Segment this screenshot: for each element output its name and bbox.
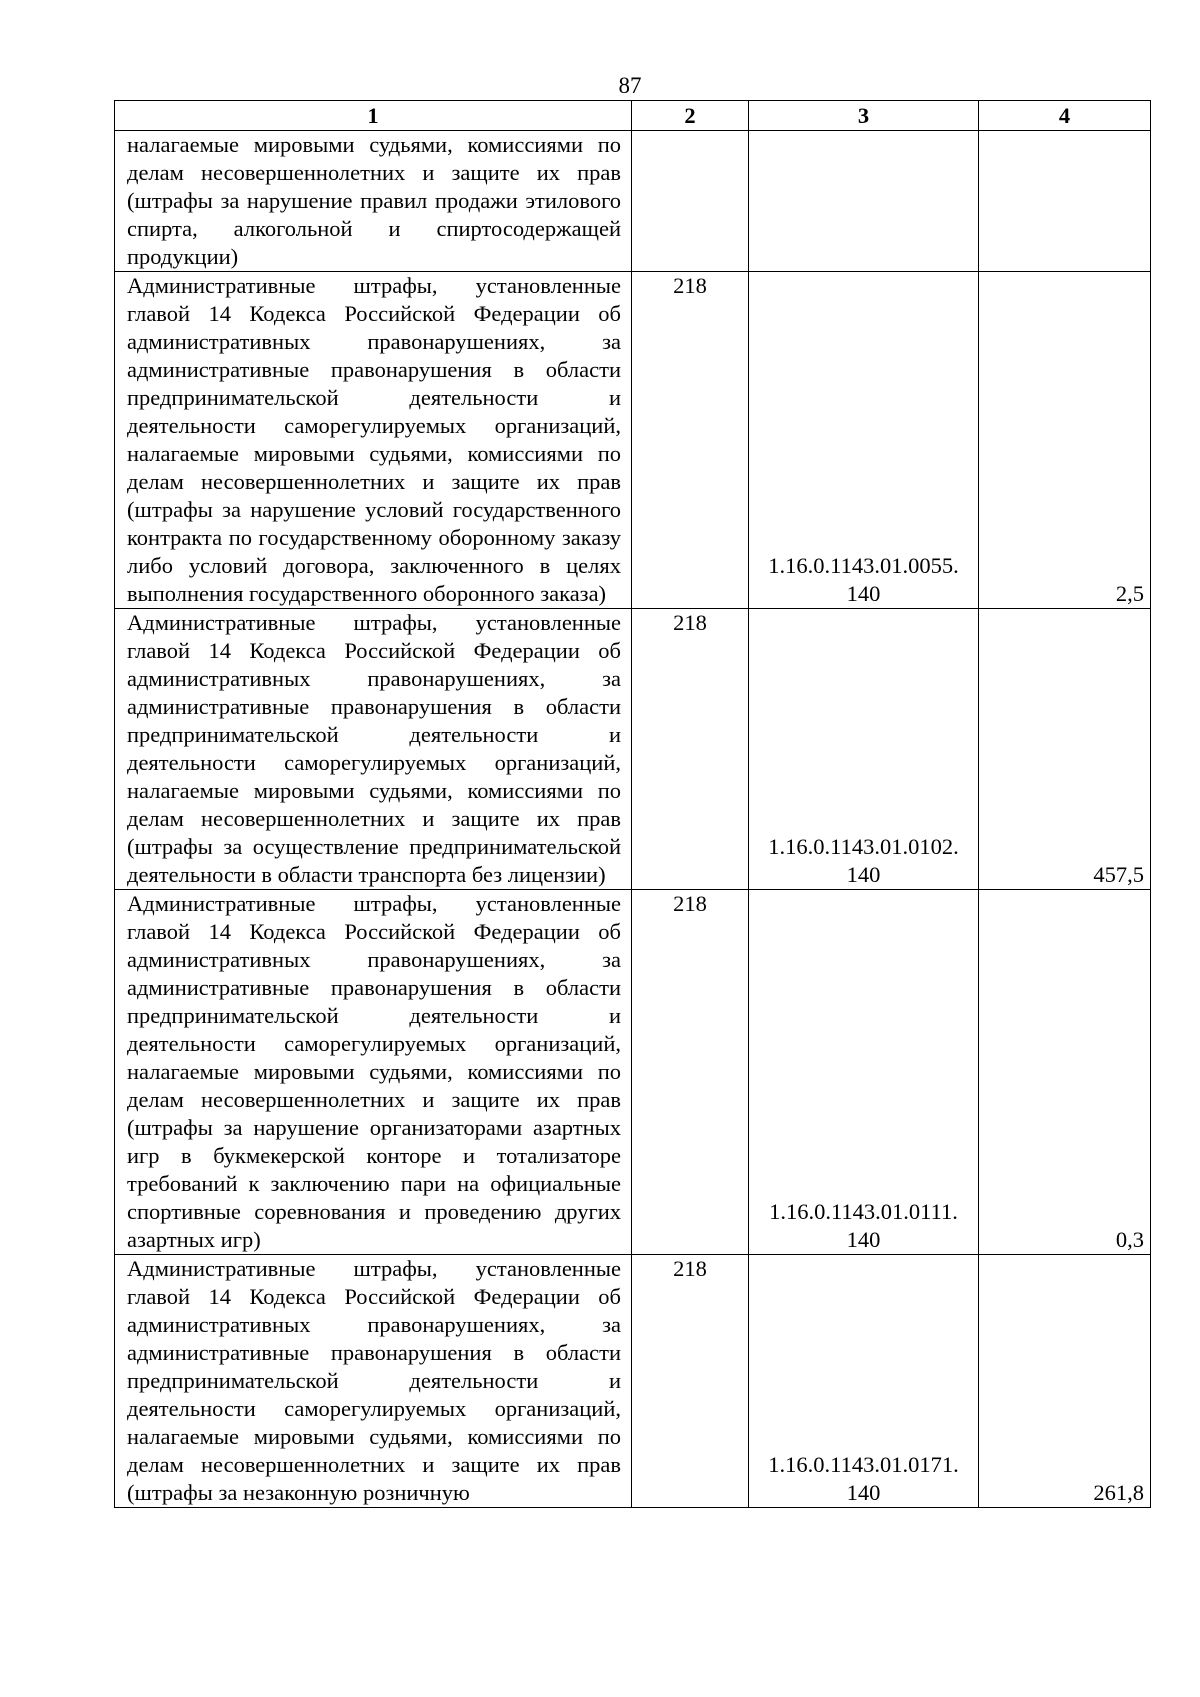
table-row [115, 890, 1151, 1255]
row-kbk-code [749, 131, 979, 272]
table-row [115, 272, 1151, 609]
row-description: Административные штрафы, установленные главой 14 Кодекса Российской Федерации об административных правонарушениях, за административные правонарушения в области предпринимательской деятельности и деятельности саморегулируемых организаций, налагаемые мировыми судьями, комиссиями по делам несовершеннолетних и защите их прав (штрафы за осуществление предпринимательской деятельности в области транспорта без лицензии) [115, 609, 632, 890]
row-admin-code: 218 [632, 890, 749, 1255]
row-admin-code [632, 131, 749, 272]
amount-value: 261,8 [1093, 1480, 1144, 1505]
row-amount [979, 609, 1151, 890]
kbk-code-line1: 1.16.0.1143.01.0102. [768, 834, 959, 859]
kbk-code-line2: 140 [846, 581, 881, 606]
row-kbk-code [749, 1255, 979, 1508]
row-admin-code: 218 [632, 609, 749, 890]
row-amount [979, 890, 1151, 1255]
row-description: налагаемые мировыми судьями, комиссиями по делам несовершеннолетних и защите их прав (штрафы за нарушение правил продажи этилового спирта, алкогольной и спиртосодержащей продукции) [115, 131, 632, 272]
revenue-table [114, 100, 1151, 1508]
amount-value: 0,3 [1115, 1227, 1144, 1252]
row-admin-code: 218 [632, 1255, 749, 1508]
row-admin-code: 218 [632, 272, 749, 609]
row-kbk-code [749, 609, 979, 890]
row-amount [979, 272, 1151, 609]
row-kbk-code [749, 272, 979, 609]
kbk-code-line1: 1.16.0.1143.01.0111. [769, 1199, 958, 1224]
amount-value: 457,5 [1093, 862, 1144, 887]
row-description: Административные штрафы, установленные главой 14 Кодекса Российской Федерации об административных правонарушениях, за административные правонарушения в области предпринимательской деятельности и деятельности саморегулируемых организаций, налагаемые мировыми судьями, комиссиями по делам несовершеннолетних и защите их прав (штрафы за нарушение условий государственного контракта по государственному оборонному заказу либо условий договора, заключенного в целях выполнения государственного оборонного заказа) [115, 272, 632, 609]
table-header-row [115, 101, 1151, 131]
row-description: Административные штрафы, установленные главой 14 Кодекса Российской Федерации об административных правонарушениях, за административные правонарушения в области предпринимательской деятельности и деятельности саморегулируемых организаций, налагаемые мировыми судьями, комиссиями по делам несовершеннолетних и защите их прав (штрафы за незаконную розничную [115, 1255, 632, 1508]
kbk-code-line2: 140 [846, 1480, 881, 1505]
kbk-code-line2: 140 [846, 1227, 881, 1252]
column-header-4: 4 [979, 101, 1151, 131]
row-kbk-code [749, 890, 979, 1255]
table-row [115, 609, 1151, 890]
column-header-1: 1 [115, 101, 632, 131]
row-amount [979, 131, 1151, 272]
table-row [115, 131, 1151, 272]
kbk-code-line2: 140 [846, 862, 881, 887]
page-number: 87 [618, 73, 642, 98]
column-header-3: 3 [749, 101, 979, 131]
table-row [115, 1255, 1151, 1508]
column-header-2: 2 [632, 101, 749, 131]
kbk-code-line1: 1.16.0.1143.01.0055. [768, 553, 959, 578]
kbk-code-line1: 1.16.0.1143.01.0171. [768, 1452, 959, 1477]
row-description: Административные штрафы, установленные главой 14 Кодекса Российской Федерации об административных правонарушениях, за административные правонарушения в области предпринимательской деятельности и деятельности саморегулируемых организаций, налагаемые мировыми судьями, комиссиями по делам несовершеннолетних и защите их прав (штрафы за нарушение организаторами азартных игр в букмекерской конторе и тотализаторе требований к заключению пари на официальные спортивные соревнования и проведению других азартных игр) [115, 890, 632, 1255]
amount-value: 2,5 [1115, 581, 1144, 606]
row-amount [979, 1255, 1151, 1508]
